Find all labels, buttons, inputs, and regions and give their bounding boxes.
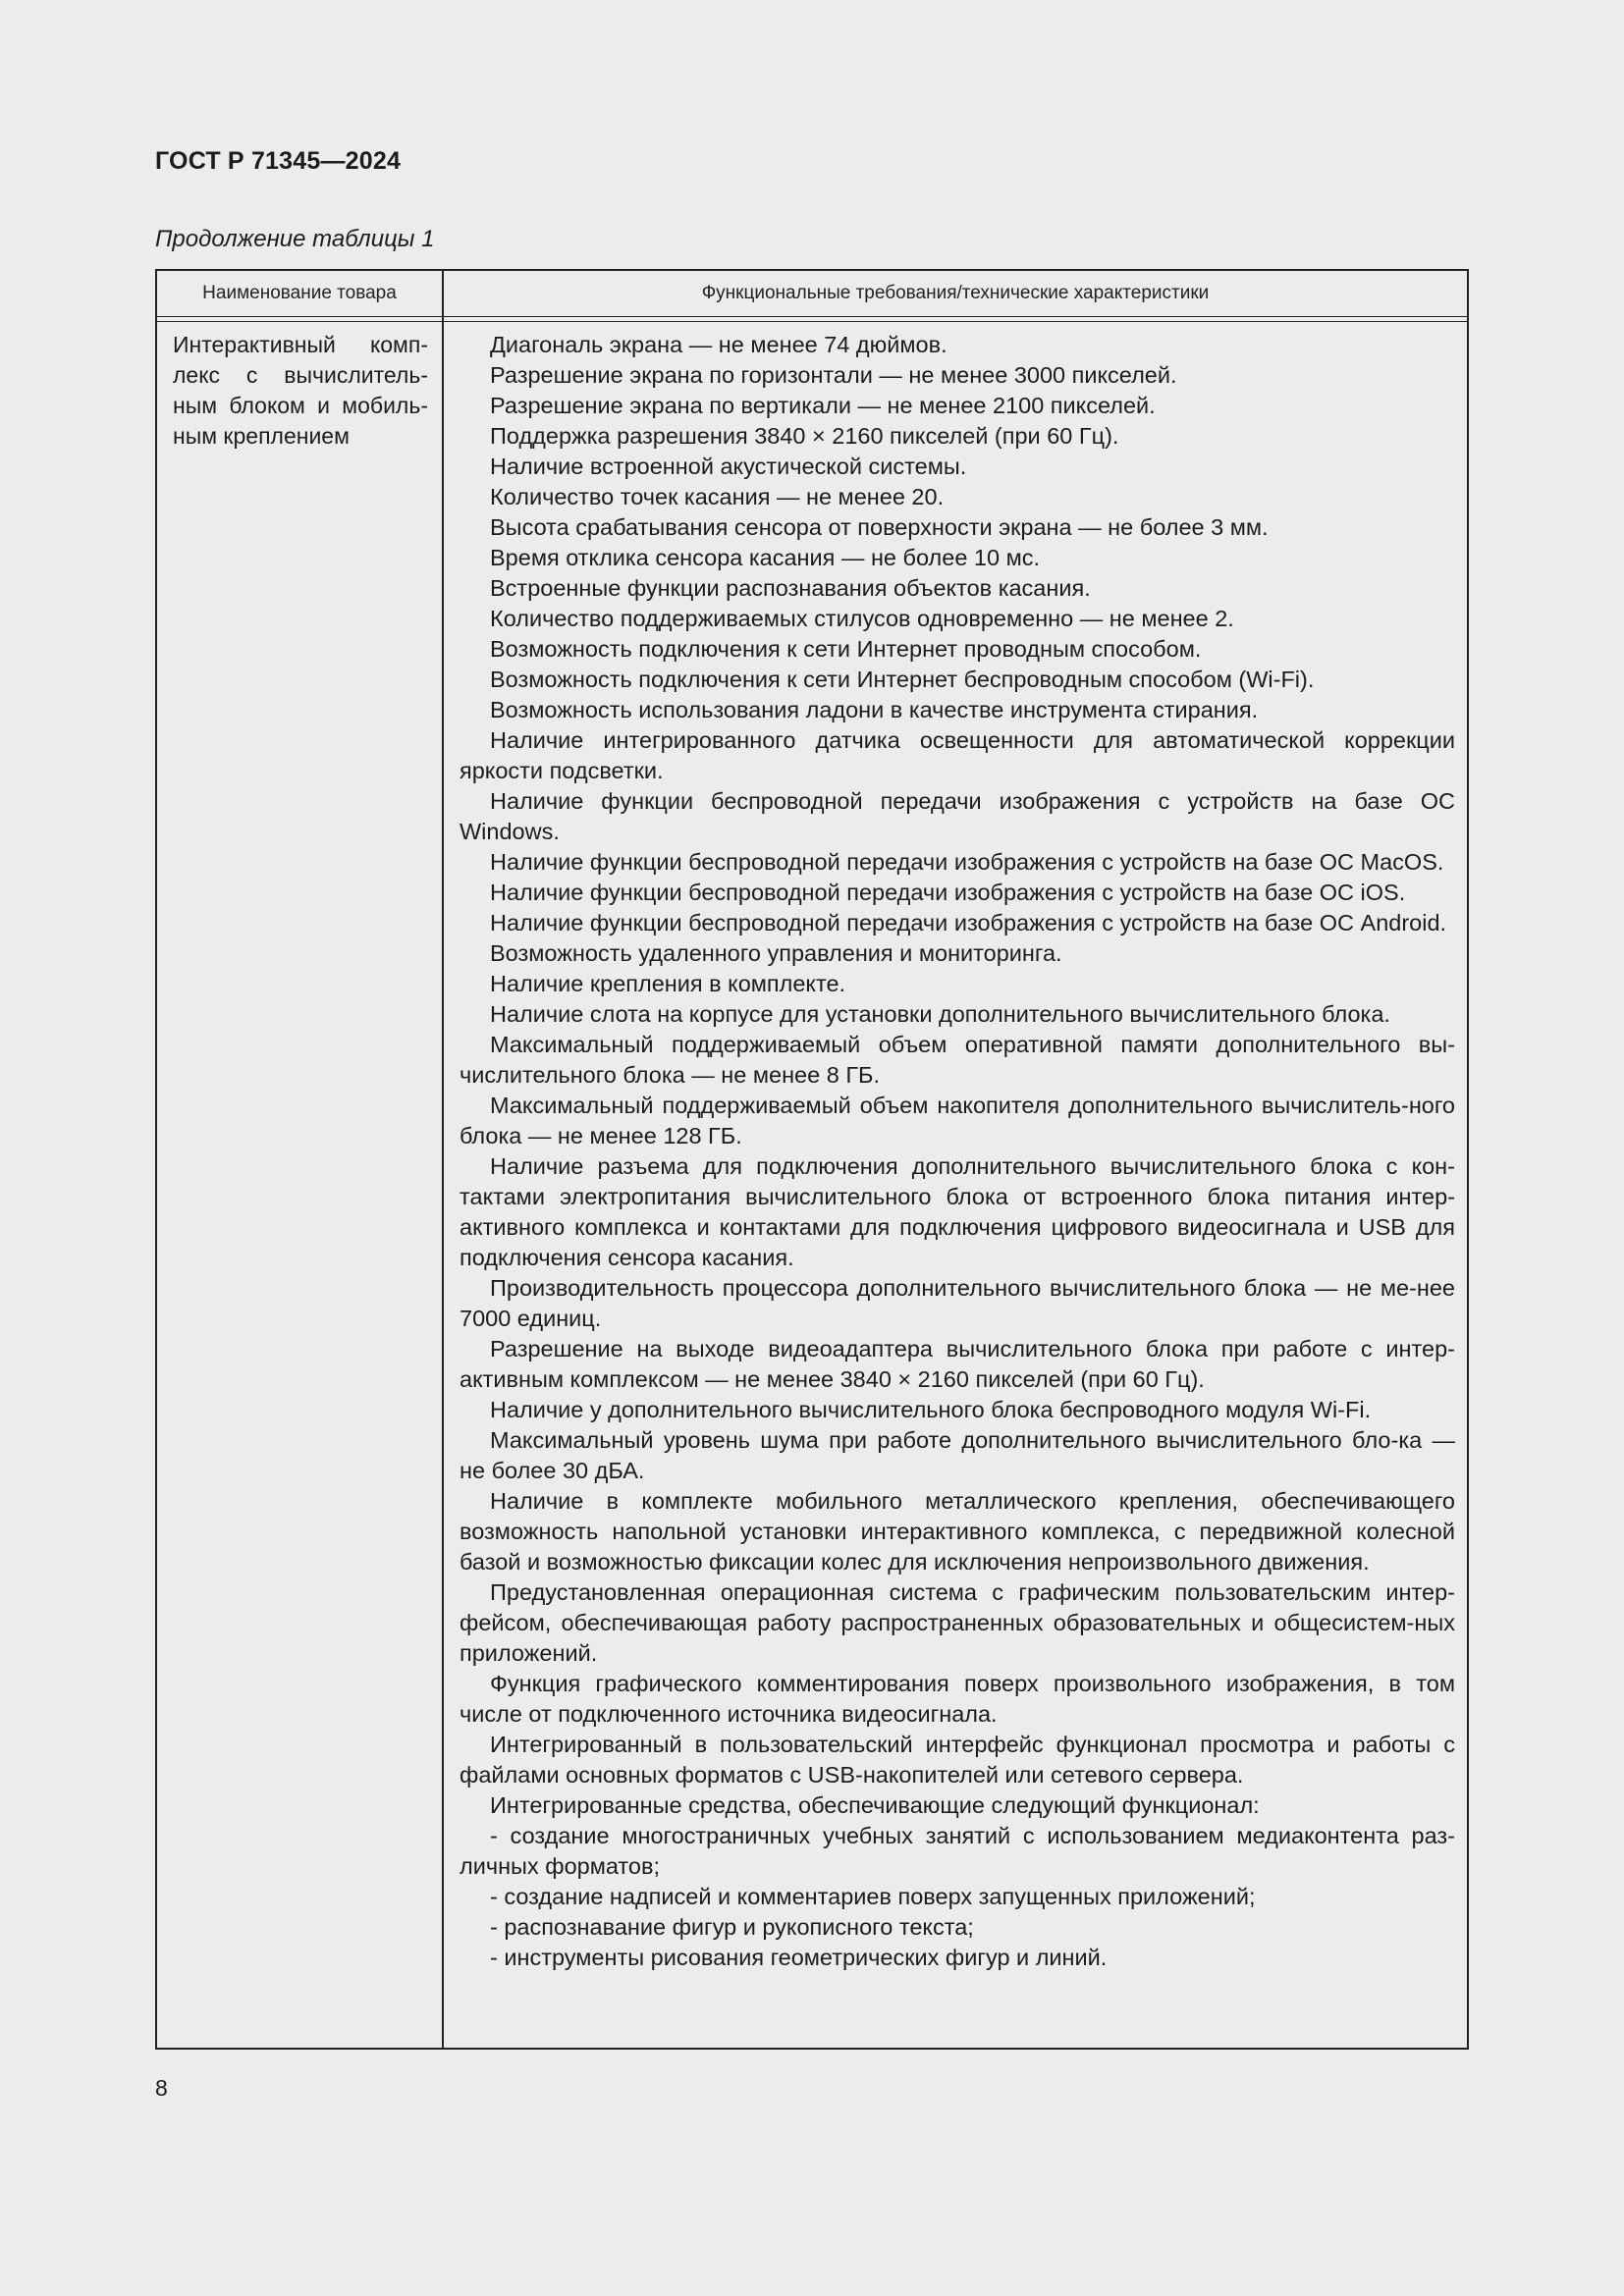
- requirement-item: - распознавание фигур и рукописного текста;: [490, 1914, 974, 1940]
- requirement-item: Время отклика сенсора касания — не более 10 мс.: [490, 545, 1041, 570]
- requirement-item: Наличие крепления в комплекте.: [490, 971, 846, 996]
- requirement-item: Наличие интегрированного датчика освещенности для автоматической коррекции яркости подсветки.: [460, 727, 1455, 783]
- page-number: 8: [155, 2075, 168, 2101]
- requirement-item: Функция графического комментирования поверх произвольного изображения, в том числе от подключенного источника видеосигнала.: [460, 1671, 1455, 1727]
- product-name-cell: Интерактивный комп-лекс с вычислитель-ным блоком и мобиль-ным креплением: [173, 332, 428, 449]
- requirement-item: Наличие функции беспроводной передачи изображения с устройств на базе ОС MacOS.: [490, 849, 1444, 875]
- column-header-requirements: Функциональные требования/технические характеристики: [701, 283, 1210, 303]
- requirement-item: Наличие функции беспроводной передачи изображения с устройств на базе ОС Windows.: [460, 788, 1455, 844]
- document-id: ГОСТ Р 71345—2024: [155, 147, 402, 175]
- requirement-item: Количество поддерживаемых стилусов одновременно — не менее 2.: [490, 606, 1234, 631]
- requirements-table: [155, 269, 1469, 2050]
- requirement-item: Количество точек касания — не менее 20.: [490, 484, 945, 509]
- requirement-item: Интегрированный в пользовательский интерфейс функционал просмотра и работы с файлами основных форматов с USB-накопителей или сетевого сервера.: [460, 1732, 1455, 1788]
- requirement-item: Возможность удаленного управления и мониторинга.: [490, 940, 1062, 966]
- table-caption: Продолжение таблицы 1: [155, 226, 435, 252]
- requirement-item: Наличие слота на корпусе для установки дополнительного вычислительного блока.: [490, 1001, 1390, 1027]
- requirement-item: Максимальный уровень шума при работе дополнительного вычислительного бло-ка — не более 30 дБА.: [460, 1427, 1455, 1483]
- requirement-item: Наличие разъема для подключения дополнительного вычислительного блока с кон-тактами электропитания вычислительного блока от встроенного блока питания интер-активного комплекса и контактами для подключения цифрового видеосигнала и USB для подключения сенсора касания.: [460, 1153, 1455, 1270]
- requirement-item: Возможность подключения к сети Интернет проводным способом.: [490, 636, 1202, 662]
- requirement-item: Поддержка разрешения 3840 × 2160 пикселей (при 60 Гц).: [490, 423, 1119, 449]
- requirement-item: Разрешение экрана по вертикали — не менее 2100 пикселей.: [490, 393, 1156, 418]
- requirement-item: Разрешение на выходе видеоадаптера вычислительного блока при работе с интер-активным комплексом — не менее 3840 × 2160 пикселей (при 60 Гц).: [460, 1336, 1455, 1392]
- requirement-item: Встроенные функции распознавания объектов касания.: [490, 575, 1091, 601]
- requirement-item: - создание многостраничных учебных занятий с использованием медиаконтента раз-личных форматов;: [460, 1823, 1455, 1879]
- requirement-item: Максимальный поддерживаемый объем оперативной памяти дополнительного вы-числительного блока — не менее 8 ГБ.: [460, 1032, 1455, 1088]
- requirement-item: Предустановленная операционная система с графическим пользовательским интер-фейсом, обеспечивающая работу распространенных образовательных и общесистем-ных приложений.: [460, 1579, 1455, 1666]
- requirement-item: Разрешение экрана по горизонтали — не менее 3000 пикселей.: [490, 362, 1177, 388]
- requirement-item: Наличие у дополнительного вычислительного блока беспроводного модуля Wi-Fi.: [490, 1397, 1372, 1422]
- requirement-item: Возможность подключения к сети Интернет беспроводным способом (Wi-Fi).: [490, 667, 1315, 692]
- requirement-item: Производительность процессора дополнительного вычислительного блока — не ме-нее 7000 единиц.: [460, 1275, 1455, 1331]
- requirement-item: Высота срабатывания сенсора от поверхности экрана — не более 3 мм.: [490, 514, 1269, 540]
- requirement-item: Интегрированные средства, обеспечивающие следующий функционал:: [490, 1792, 1260, 1818]
- header-rule: [157, 316, 1467, 317]
- requirement-item: Наличие в комплекте мобильного металлического крепления, обеспечивающего возможность напольной установки интерактивного комплекса, с передвижной колесной базой и возможностью фиксации колес для исключения непроизвольного движения.: [460, 1488, 1455, 1575]
- column-header-product-name: Наименование товара: [202, 283, 397, 303]
- requirement-item: Возможность использования ладони в качестве инструмента стирания.: [490, 697, 1259, 722]
- requirement-item: Наличие функции беспроводной передачи изображения с устройств на базе ОС iOS.: [490, 880, 1406, 905]
- header-rule-double: [157, 321, 1467, 322]
- requirement-item: Диагональ экрана — не менее 74 дюймов.: [490, 332, 947, 357]
- column-divider: [442, 271, 444, 2048]
- requirement-item: Максимальный поддерживаемый объем накопителя дополнительного вычислитель-ного блока — не менее 128 ГБ.: [460, 1093, 1455, 1148]
- requirement-item: - инструменты рисования геометрических фигур и линий.: [490, 1945, 1108, 1970]
- requirement-item: Наличие функции беспроводной передачи изображения с устройств на базе ОС Android.: [490, 910, 1447, 935]
- requirements-cell: [460, 330, 1455, 1973]
- requirement-item: - создание надписей и комментариев поверх запущенных приложений;: [490, 1884, 1256, 1909]
- requirement-item: Наличие встроенной акустической системы.: [490, 454, 967, 479]
